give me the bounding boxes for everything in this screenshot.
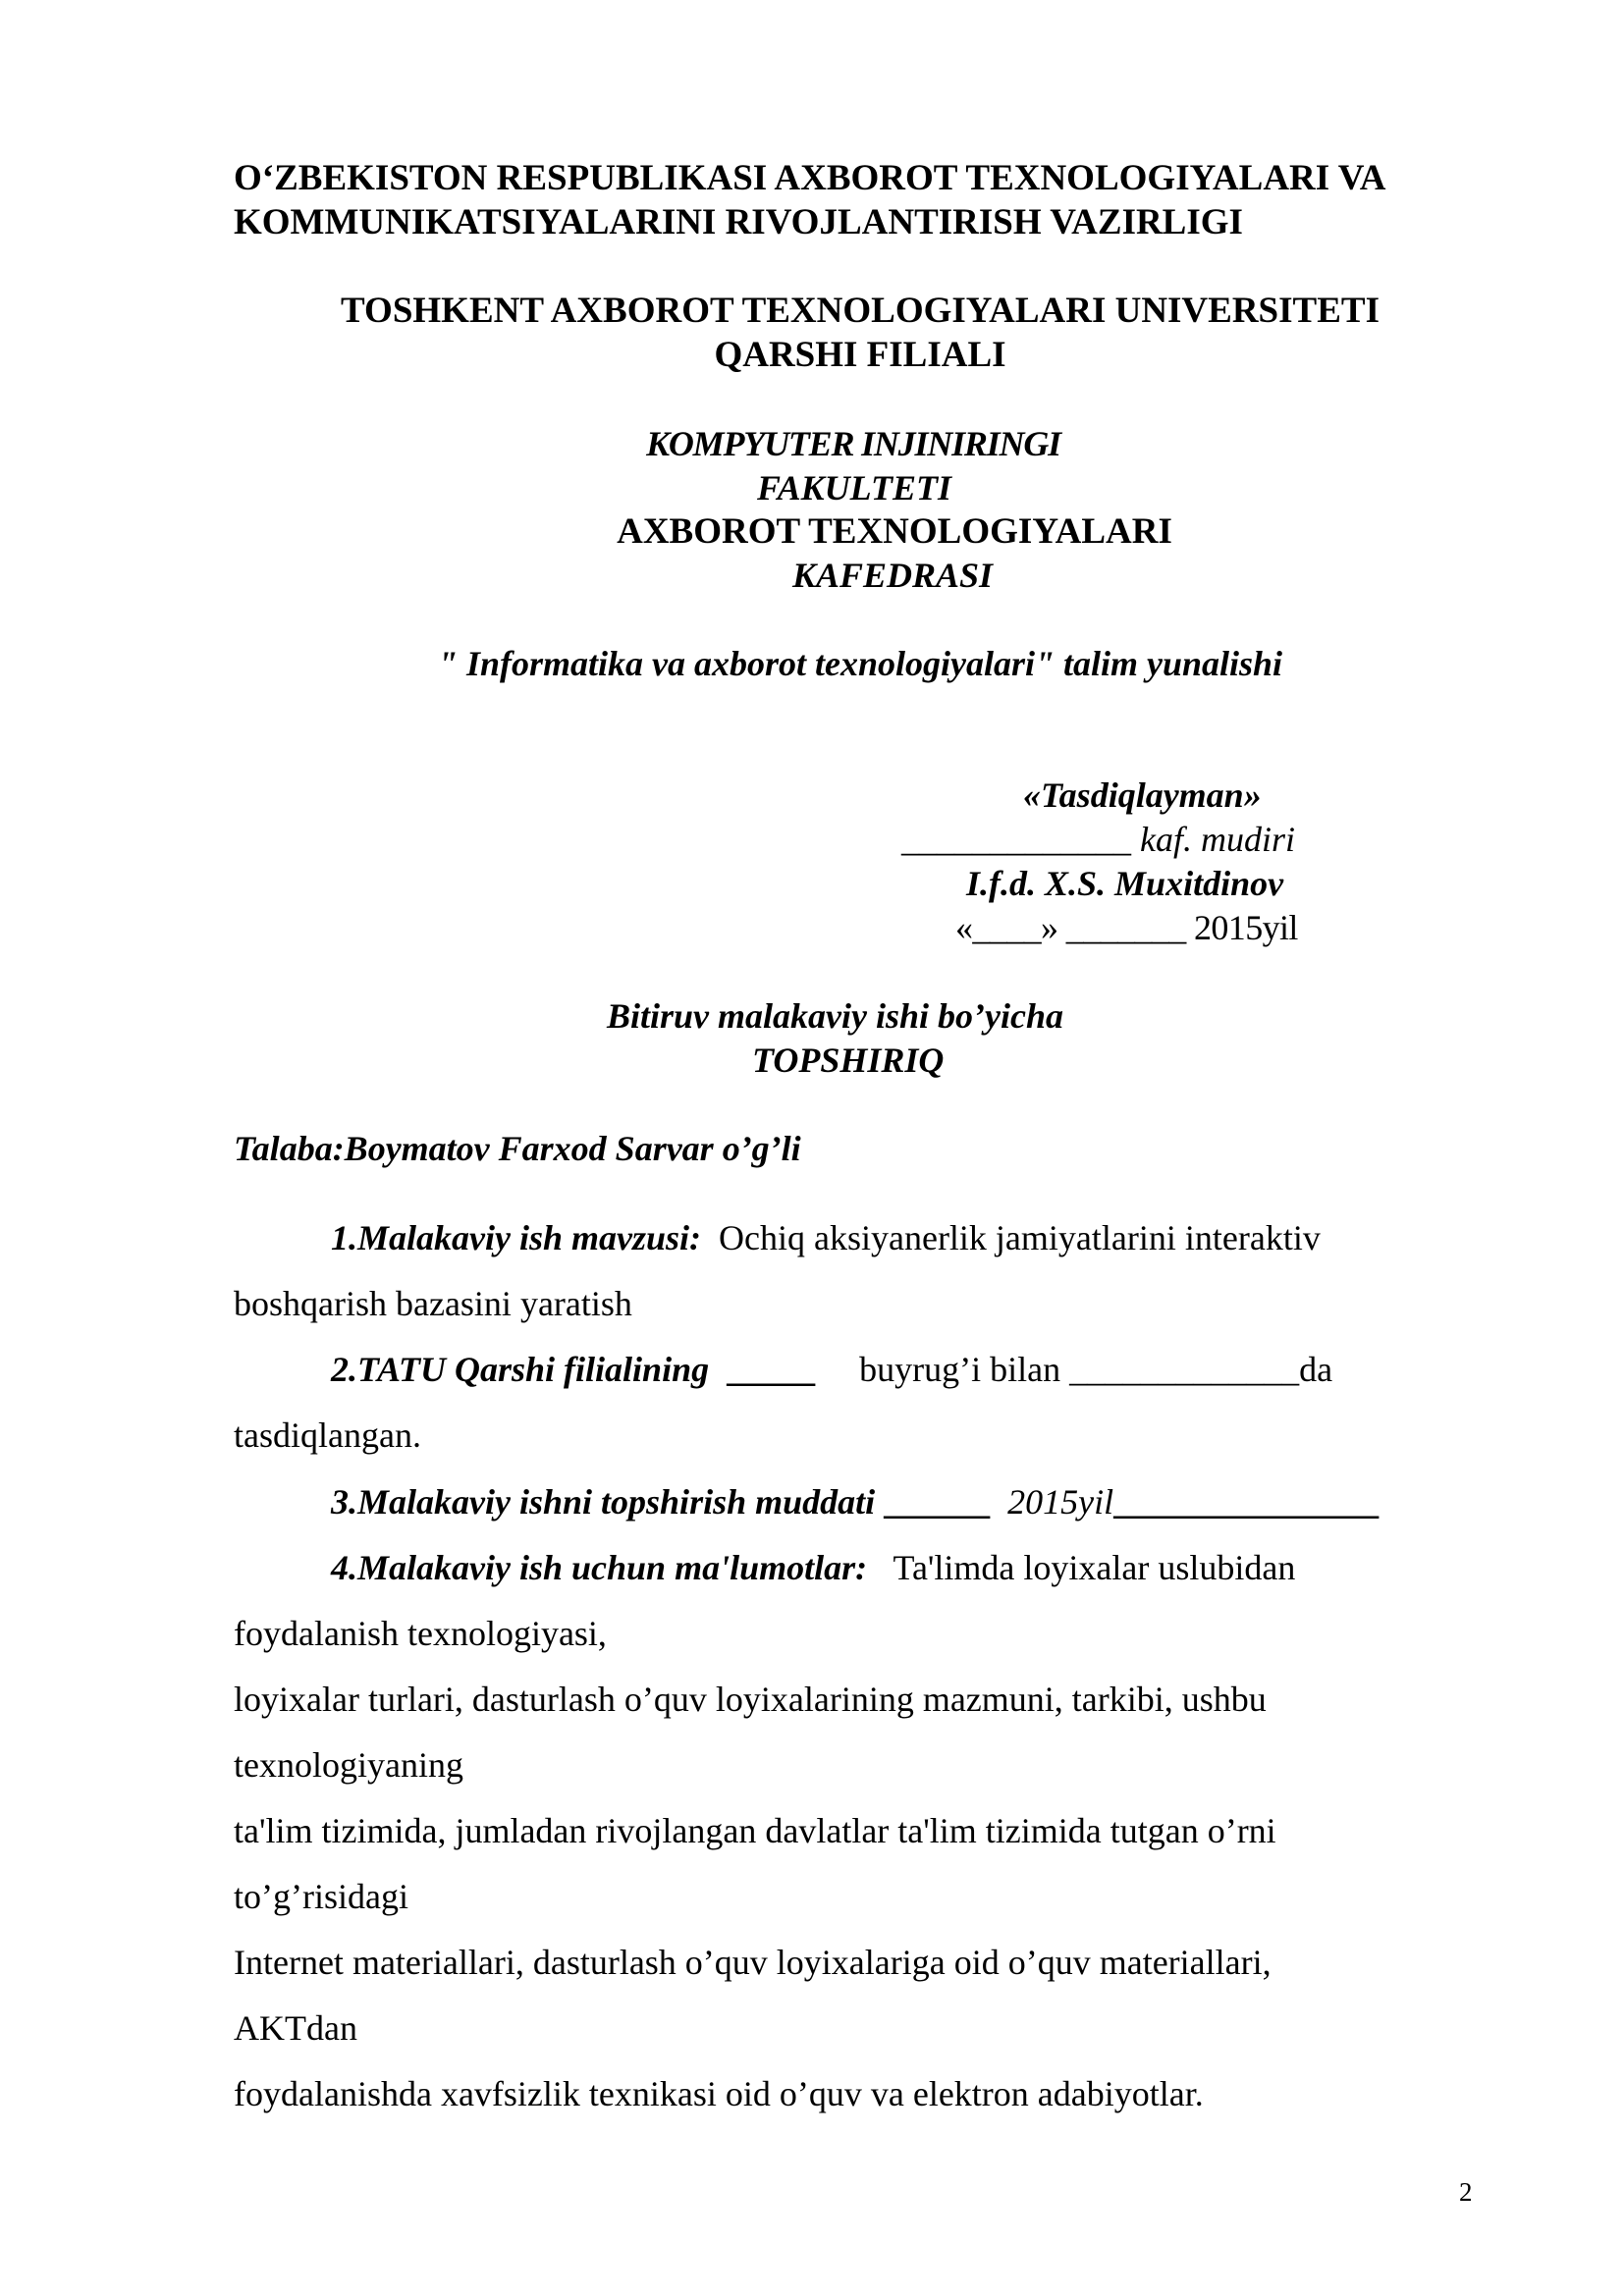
approval-signature-line: _____________ kaf. mudiri <box>901 820 1295 859</box>
task-title-line-1: Bitiruv malakaviy ishi bo’yicha <box>607 996 1063 1036</box>
faculty-line-2: FAKULTETI <box>756 468 952 507</box>
item-4-label: 4.Malakaviy ish uchun ma'lumotlar: <box>331 1548 868 1587</box>
item-1-continuation: boshqarish bazasini yaratish <box>234 1284 632 1323</box>
approval-title: «Tasdiqlayman» <box>1023 775 1262 815</box>
university-line-2: QARSHI FILIALI <box>714 335 1006 375</box>
item-4-line-1: foydalanish texnologiyasi, <box>234 1614 607 1653</box>
item-4-line-7: AKTdan <box>234 2008 357 2048</box>
item-1-label: 1.Malakaviy ish mavzusi: <box>331 1218 702 1257</box>
item-4-line-4: ta'lim tizimida, jumladan rivojlangan davlatlar ta'lim tizimida tutgan o’rni <box>234 1811 1276 1850</box>
page-number: 2 <box>1459 2177 1473 2207</box>
department-line-1: AXBOROT TEXNOLOGIYALARI <box>617 511 1172 552</box>
item-3-label: 3.Malakaviy ishni topshirish muddati <box>331 1482 876 1522</box>
approval-date-line: «____» _______ 2015yil <box>955 908 1298 947</box>
ministry-line-2: KOMMUNIKATSIYALARINI RIVOJLANTIRISH VAZIRLIGI <box>234 202 1243 242</box>
item-4-line-5: to’g’risidagi <box>234 1877 408 1916</box>
item-4 <box>331 1550 1295 1585</box>
item-4-line-2: loyixalar turlari, dasturlash o’quv loyixalarining mazmuni, tarkibi, ushbu <box>234 1680 1267 1719</box>
item-3 <box>331 1484 1379 1520</box>
ministry-line-1: O‘ZBEKISTON RESPUBLIKASI AXBOROT TEXNOLOGIYALARI VA <box>234 158 1386 198</box>
item-4-text: Ta'limda loyixalar uslubidan <box>893 1548 1296 1587</box>
department-line-2: KAFEDRASI <box>791 556 994 595</box>
item-4-line-8: foydalanishda xavfsizlik texnikasi oid o’quv va elektron adabiyotlar. <box>234 2074 1204 2113</box>
item-3-blank: ______ <box>884 1482 991 1522</box>
item-1-text: Ochiq aksiyanerlik jamiyatlarini interaktiv <box>719 1218 1321 1257</box>
item-2-text: buyrug’i bilan _____________da <box>859 1350 1333 1389</box>
university-line-1: TOSHKENT AXBOROT TEXNOLOGIYALARI UNIVERSITETI <box>341 291 1380 331</box>
item-2-label: 2.TATU Qarshi filialining <box>331 1350 710 1389</box>
item-4-line-6: Internet materiallari, dasturlash o’quv loyixalariga oid o’quv materiallari, <box>234 1943 1272 1982</box>
item-3-year: 2015yil <box>1007 1482 1114 1522</box>
item-2 <box>331 1352 1332 1387</box>
faculty-line-1: KOMPYUTER INJINIRINGI <box>646 424 1060 463</box>
item-2-blank: _____ <box>727 1350 816 1389</box>
task-title-line-2: TOPSHIRIQ <box>752 1041 945 1080</box>
item-3-tail: _______________ <box>1113 1482 1380 1522</box>
item-4-line-3: texnologiyaning <box>234 1745 463 1785</box>
item-2-continuation: tasdiqlangan. <box>234 1415 421 1455</box>
student-name: Talaba:Boymatov Farxod Sarvar o’g’li <box>234 1129 801 1168</box>
study-direction: " Informatika va axborot texnologiyalari" talim yunalishi <box>437 644 1283 683</box>
approval-name: I.f.d. X.S. Muxitdinov <box>966 864 1284 903</box>
item-1 <box>331 1220 1321 1255</box>
